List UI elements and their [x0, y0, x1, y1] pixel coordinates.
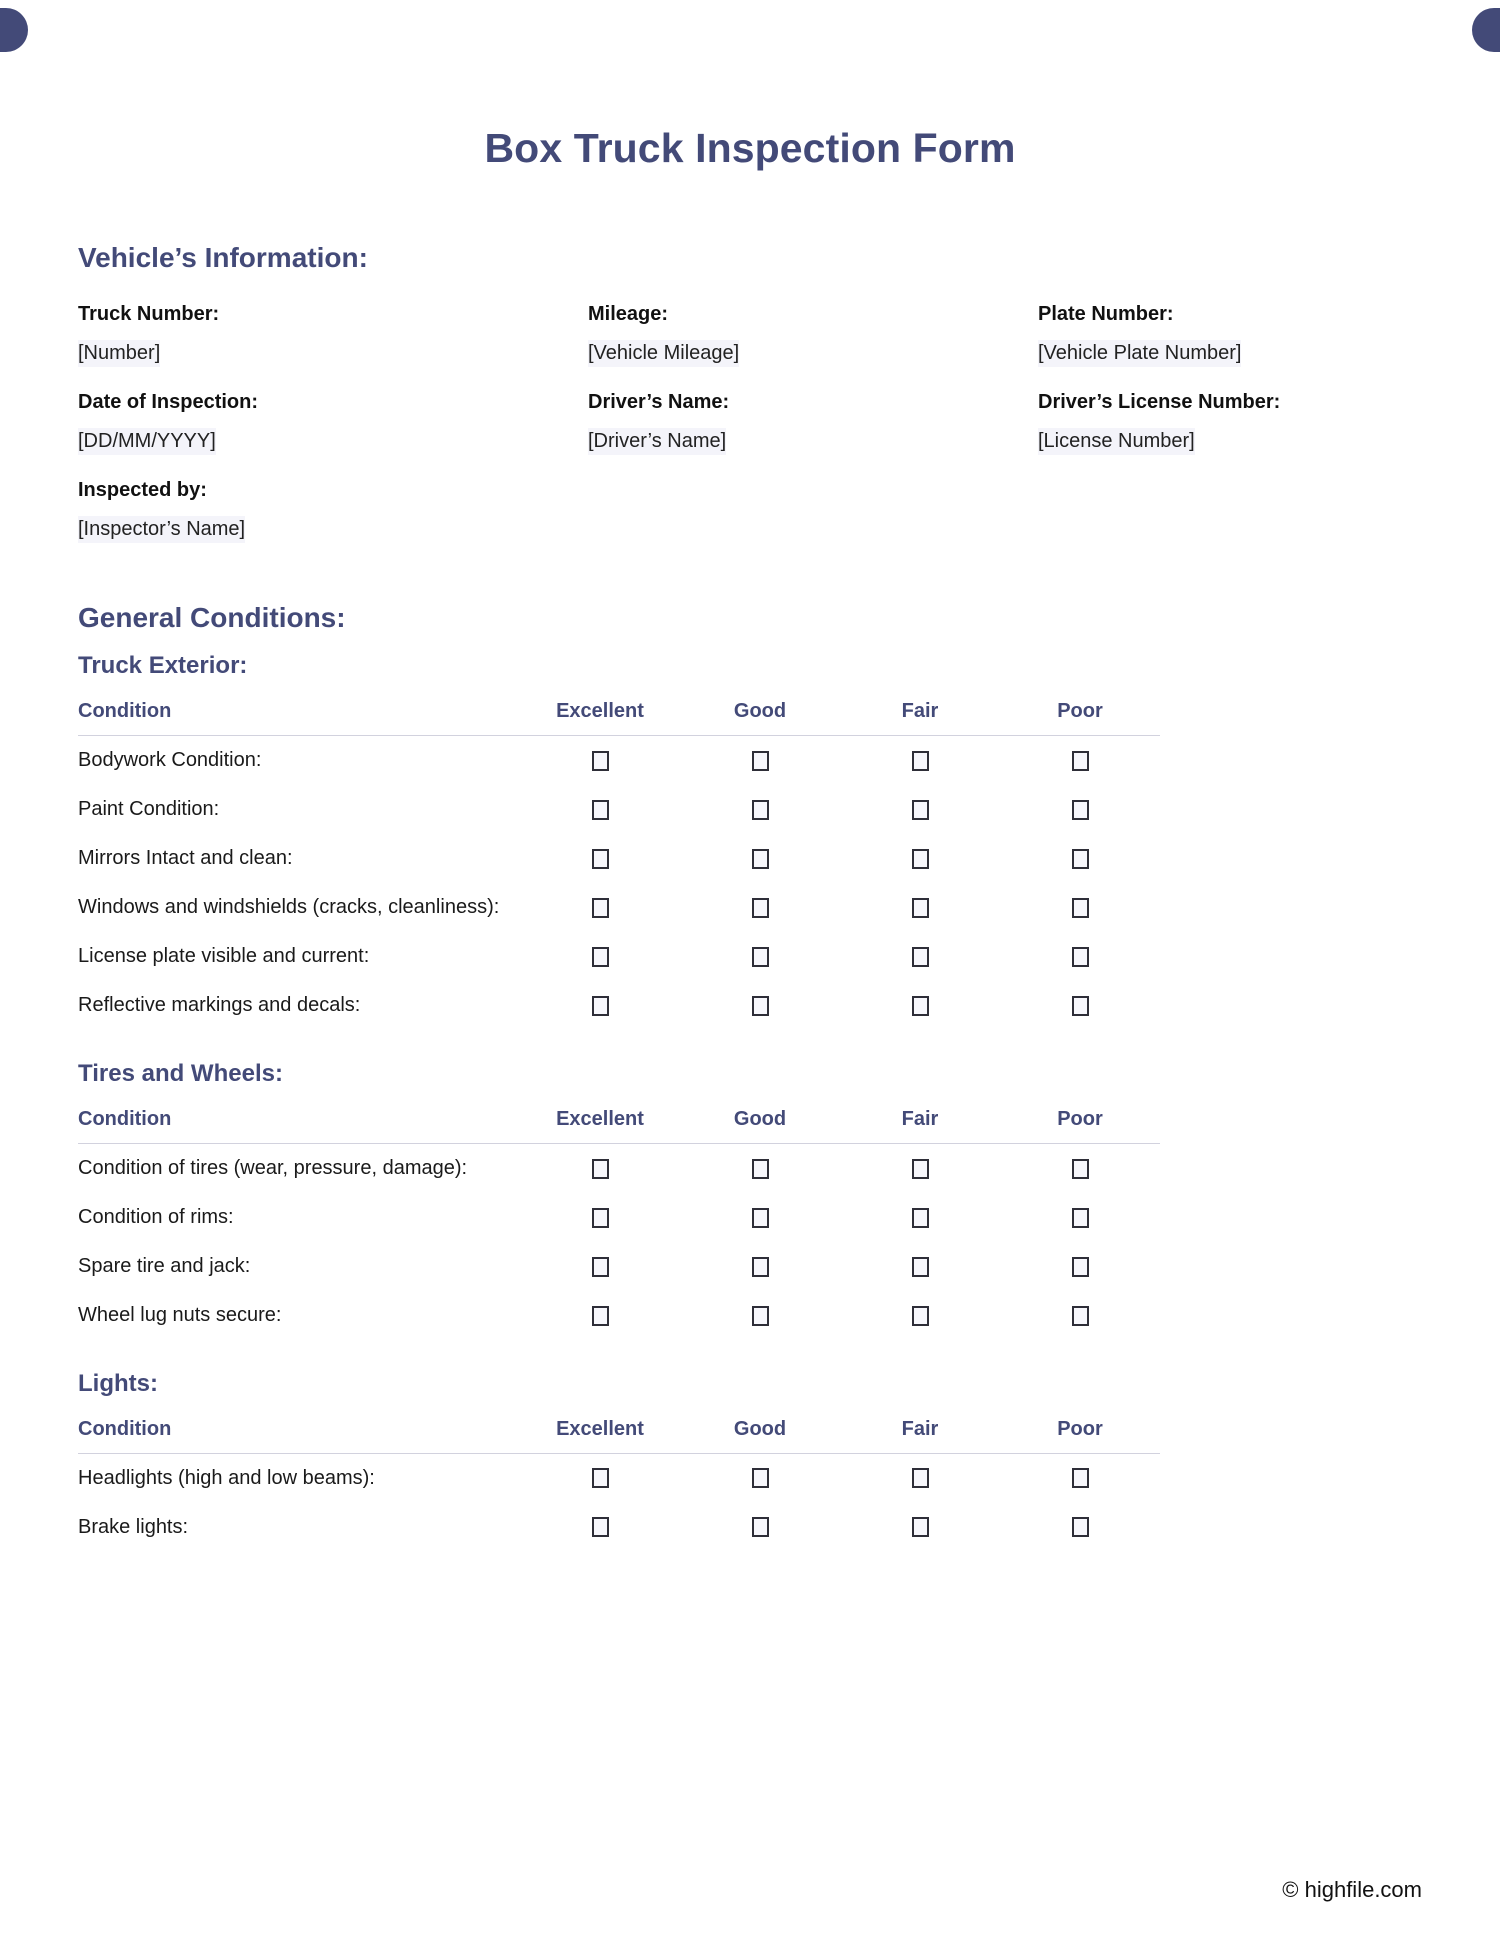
checkbox-cell-poor[interactable]: [1000, 1291, 1160, 1340]
vehicle-information-heading: Vehicle’s Information:: [78, 242, 368, 273]
column-header-excellent: Excellent: [520, 699, 680, 736]
checkbox-cell-excellent[interactable]: [520, 735, 680, 785]
checkbox-cell-fair[interactable]: [840, 1242, 1000, 1291]
checkbox-icon[interactable]: [1072, 1468, 1089, 1488]
general-conditions-heading: General Conditions:: [78, 601, 346, 633]
checkbox-icon[interactable]: [752, 1257, 769, 1277]
row-label: License plate visible and current:: [78, 944, 370, 967]
checkbox-icon[interactable]: [592, 1257, 609, 1277]
checkbox-icon[interactable]: [752, 947, 769, 967]
column-header-poor: Poor: [1000, 699, 1160, 736]
checkbox-cell-excellent[interactable]: [520, 981, 680, 1030]
column-header-condition: Condition: [78, 1107, 520, 1144]
checkbox-icon[interactable]: [592, 898, 609, 918]
column-header-fair: Fair: [840, 1417, 1000, 1454]
checkbox-cell-fair[interactable]: [840, 1291, 1000, 1340]
row-label: Windows and windshields (cracks, cleanliness):: [78, 895, 500, 918]
field-inspected-by: [78, 477, 588, 565]
field-drivers-license-number: [1038, 389, 1422, 477]
field-label: Date of Inspection:: [78, 390, 259, 413]
table-row: [78, 735, 1160, 785]
checkbox-icon[interactable]: [752, 849, 769, 869]
checkbox-cell-excellent[interactable]: [520, 834, 680, 883]
row-label: Spare tire and jack:: [78, 1254, 251, 1277]
row-label: Headlights (high and low beams):: [78, 1466, 375, 1489]
checkbox-cell-fair[interactable]: [840, 932, 1000, 981]
field-mileage: [588, 301, 1038, 389]
checkbox-icon[interactable]: [592, 849, 609, 869]
field-spacer-1: [588, 477, 1038, 565]
field-value[interactable]: [Number]: [78, 340, 160, 367]
checkbox-icon[interactable]: [752, 1306, 769, 1326]
row-label: Brake lights:: [78, 1515, 189, 1538]
checkbox-icon[interactable]: [1072, 751, 1089, 771]
checkbox-icon[interactable]: [592, 947, 609, 967]
field-label: Driver’s Name:: [588, 390, 730, 413]
field-truck-number: [78, 301, 588, 389]
checkbox-cell-good[interactable]: [680, 785, 840, 834]
field-label: Driver’s License Number:: [1038, 390, 1281, 413]
table-row: [78, 883, 1160, 932]
lights-table: [78, 1417, 1160, 1552]
checkbox-cell-good[interactable]: [680, 1193, 840, 1242]
checkbox-icon[interactable]: [752, 1159, 769, 1179]
column-header-excellent: Excellent: [520, 1107, 680, 1144]
checkbox-icon[interactable]: [752, 751, 769, 771]
checkbox-cell-poor[interactable]: [1000, 1143, 1160, 1193]
tires-and-wheels-table: [78, 1107, 1160, 1340]
checkbox-cell-good[interactable]: [680, 1291, 840, 1340]
checkbox-cell-fair[interactable]: [840, 981, 1000, 1030]
table-row: [78, 981, 1160, 1030]
checkbox-icon[interactable]: [912, 1257, 929, 1277]
checkbox-icon[interactable]: [592, 1306, 609, 1326]
checkbox-cell-fair[interactable]: [840, 1193, 1000, 1242]
field-date-of-inspection: [78, 389, 588, 477]
vehicle-information-section: [78, 241, 1422, 565]
checkbox-cell-good[interactable]: [680, 932, 840, 981]
footer-copyright: © highfile.com: [1282, 1877, 1422, 1902]
checkbox-cell-poor[interactable]: [1000, 834, 1160, 883]
general-conditions-section: [78, 601, 1422, 1552]
column-header-poor: Poor: [1000, 1107, 1160, 1144]
checkbox-icon[interactable]: [592, 1159, 609, 1179]
checkbox-cell-poor[interactable]: [1000, 1453, 1160, 1503]
row-label: Condition of tires (wear, pressure, damage):: [78, 1156, 468, 1179]
table-row: [78, 1143, 1160, 1193]
checkbox-icon[interactable]: [1072, 800, 1089, 820]
column-header-fair: Fair: [840, 1107, 1000, 1144]
row-label: Bodywork Condition:: [78, 748, 262, 771]
field-label: Plate Number:: [1038, 302, 1174, 325]
column-header-condition: Condition: [78, 699, 520, 736]
checkbox-cell-poor[interactable]: [1000, 1193, 1160, 1242]
field-value[interactable]: [License Number]: [1038, 428, 1195, 455]
checkbox-cell-poor[interactable]: [1000, 1503, 1160, 1552]
checkbox-cell-fair[interactable]: [840, 1453, 1000, 1503]
checkbox-icon[interactable]: [752, 898, 769, 918]
checkbox-icon[interactable]: [912, 1306, 929, 1326]
lights-heading: Lights:: [78, 1369, 158, 1397]
field-drivers-name: [588, 389, 1038, 477]
checkbox-cell-poor[interactable]: [1000, 785, 1160, 834]
checkbox-icon[interactable]: [912, 800, 929, 820]
checkbox-cell-poor[interactable]: [1000, 883, 1160, 932]
checkbox-icon[interactable]: [752, 1208, 769, 1228]
row-label: Reflective markings and decals:: [78, 993, 361, 1016]
column-header-fair: Fair: [840, 699, 1000, 736]
field-plate-number: [1038, 301, 1422, 389]
table-row: [78, 1242, 1160, 1291]
checkbox-icon[interactable]: [912, 1517, 929, 1537]
table-row: [78, 1503, 1160, 1552]
checkbox-icon[interactable]: [1072, 1208, 1089, 1228]
checkbox-cell-poor[interactable]: [1000, 735, 1160, 785]
checkbox-icon[interactable]: [1072, 849, 1089, 869]
row-label: Paint Condition:: [78, 797, 220, 820]
checkbox-cell-excellent[interactable]: [520, 1503, 680, 1552]
checkbox-cell-good[interactable]: [680, 1143, 840, 1193]
column-header-poor: Poor: [1000, 1417, 1160, 1454]
column-header-excellent: Excellent: [520, 1417, 680, 1454]
checkbox-icon[interactable]: [592, 996, 609, 1016]
checkbox-cell-excellent[interactable]: [520, 1453, 680, 1503]
checkbox-cell-good[interactable]: [680, 834, 840, 883]
checkbox-cell-fair[interactable]: [840, 785, 1000, 834]
checkbox-cell-poor[interactable]: [1000, 932, 1160, 981]
truck-exterior-table: [78, 699, 1160, 1030]
checkbox-cell-poor[interactable]: [1000, 1242, 1160, 1291]
table-row: [78, 932, 1160, 981]
table-header-row: [78, 1417, 1160, 1454]
lights-block: [78, 1370, 1422, 1552]
checkbox-icon[interactable]: [912, 996, 929, 1016]
checkbox-cell-excellent[interactable]: [520, 1291, 680, 1340]
document-content: [0, 241, 1500, 1552]
checkbox-icon[interactable]: [752, 1468, 769, 1488]
column-header-good: Good: [680, 1417, 840, 1454]
field-value[interactable]: [Inspector’s Name]: [78, 516, 245, 543]
table-row: [78, 785, 1160, 834]
truck-exterior-block: [78, 652, 1422, 1030]
checkbox-icon[interactable]: [592, 1208, 609, 1228]
checkbox-icon[interactable]: [1072, 1306, 1089, 1326]
checkbox-icon[interactable]: [592, 1468, 609, 1488]
checkbox-icon[interactable]: [1072, 1257, 1089, 1277]
checkbox-cell-good[interactable]: [680, 883, 840, 932]
field-value[interactable]: [Vehicle Mileage]: [588, 340, 739, 367]
checkbox-icon[interactable]: [912, 947, 929, 967]
table-row: [78, 834, 1160, 883]
column-header-good: Good: [680, 1107, 840, 1144]
checkbox-icon[interactable]: [592, 1517, 609, 1537]
checkbox-cell-excellent[interactable]: [520, 932, 680, 981]
field-label: Inspected by:: [78, 478, 207, 501]
checkbox-cell-fair[interactable]: [840, 1503, 1000, 1552]
checkbox-cell-good[interactable]: [680, 1503, 840, 1552]
table-row: [78, 1453, 1160, 1503]
checkbox-cell-good[interactable]: [680, 1242, 840, 1291]
tires-and-wheels-block: [78, 1060, 1422, 1340]
checkbox-icon[interactable]: [1072, 947, 1089, 967]
checkbox-icon[interactable]: [912, 898, 929, 918]
field-value[interactable]: [Vehicle Plate Number]: [1038, 340, 1241, 367]
field-value[interactable]: [DD/MM/YYYY]: [78, 428, 216, 455]
field-label: Truck Number:: [78, 302, 220, 325]
column-header-condition: Condition: [78, 1417, 520, 1454]
checkbox-cell-fair[interactable]: [840, 883, 1000, 932]
checkbox-cell-fair[interactable]: [840, 735, 1000, 785]
checkbox-cell-excellent[interactable]: [520, 883, 680, 932]
checkbox-icon[interactable]: [912, 751, 929, 771]
checkbox-cell-fair[interactable]: [840, 834, 1000, 883]
table-header-row: [78, 1107, 1160, 1144]
table-row: [78, 1291, 1160, 1340]
row-label: Condition of rims:: [78, 1205, 234, 1228]
checkbox-cell-fair[interactable]: [840, 1143, 1000, 1193]
checkbox-icon[interactable]: [912, 1208, 929, 1228]
checkbox-icon[interactable]: [1072, 1159, 1089, 1179]
checkbox-icon[interactable]: [592, 800, 609, 820]
checkbox-icon[interactable]: [752, 800, 769, 820]
checkbox-icon[interactable]: [752, 1517, 769, 1537]
column-header-good: Good: [680, 699, 840, 736]
truck-exterior-heading: Truck Exterior:: [78, 652, 248, 680]
checkbox-cell-poor[interactable]: [1000, 981, 1160, 1030]
checkbox-icon[interactable]: [752, 996, 769, 1016]
checkbox-cell-excellent[interactable]: [520, 1242, 680, 1291]
vehicle-information-grid: [78, 301, 1422, 565]
checkbox-icon[interactable]: [912, 849, 929, 869]
tires-and-wheels-heading: Tires and Wheels:: [78, 1059, 283, 1087]
table-row: [78, 1193, 1160, 1242]
checkbox-icon[interactable]: [912, 1468, 929, 1488]
checkbox-icon[interactable]: [1072, 1517, 1089, 1537]
field-label: Mileage:: [588, 302, 669, 325]
checkbox-cell-excellent[interactable]: [520, 785, 680, 834]
checkbox-cell-excellent[interactable]: [520, 1143, 680, 1193]
page-title: Box Truck Inspection Form: [484, 125, 1016, 171]
field-value[interactable]: [Driver’s Name]: [588, 428, 726, 455]
checkbox-cell-good[interactable]: [680, 1453, 840, 1503]
field-spacer-2: [1038, 477, 1422, 565]
checkbox-icon[interactable]: [912, 1159, 929, 1179]
checkbox-cell-good[interactable]: [680, 735, 840, 785]
checkbox-icon[interactable]: [592, 751, 609, 771]
checkbox-icon[interactable]: [1072, 996, 1089, 1016]
row-label: Mirrors Intact and clean:: [78, 846, 293, 869]
checkbox-cell-good[interactable]: [680, 981, 840, 1030]
row-label: Wheel lug nuts secure:: [78, 1303, 282, 1326]
table-header-row: [78, 699, 1160, 736]
checkbox-icon[interactable]: [1072, 898, 1089, 918]
checkbox-cell-excellent[interactable]: [520, 1193, 680, 1242]
